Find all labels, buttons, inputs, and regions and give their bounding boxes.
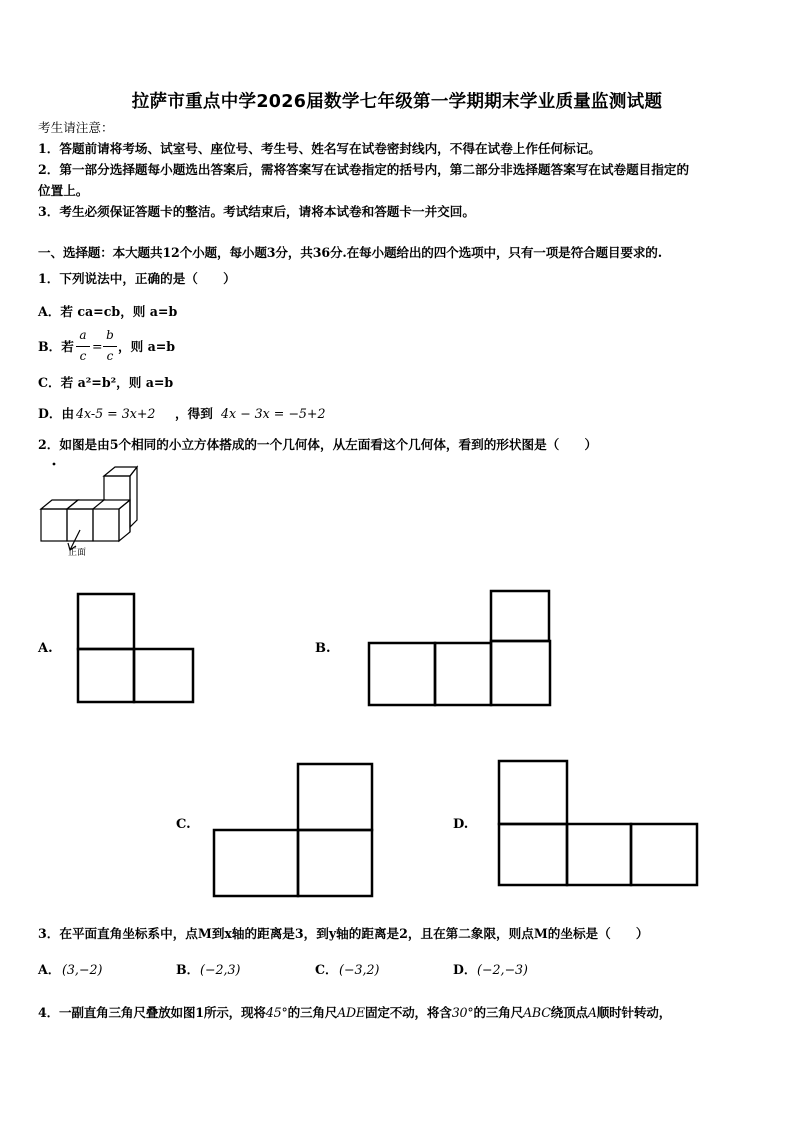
q2-a-bottom-right-square (134, 649, 193, 702)
q3-option-a-label: A． (38, 962, 61, 977)
q1-option-d-mid: ，得到 (175, 406, 213, 421)
q4-text-1: 4．一副直角三角尺叠放如图1所示，现将 (38, 1005, 266, 1020)
q4-text-3: 固定不动，将含 (364, 1005, 452, 1020)
q1-b-fraction-bar-left (76, 346, 90, 347)
q2-d-bottom-mid-square (567, 824, 631, 885)
q3-option-b-value: (−2,3) (200, 962, 241, 977)
q1-b-fraction-bar-right (103, 346, 117, 347)
notice-item-2-cont: 位置上。 (38, 183, 89, 198)
q2-option-d-label: D. (453, 817, 469, 832)
q4-stem (38, 1005, 671, 1021)
q1-b-denominator-left: c (79, 349, 87, 363)
q4-text-5: 绕顶点 (550, 1005, 588, 1020)
notice-item-1: 1．答题前请将考场、试室号、座位号、考生号、姓名写在试卷密封线内，不得在试卷上作任何标记。 (38, 141, 601, 156)
q4-deg30: 30° (451, 1005, 474, 1020)
q2-b-top-square (491, 591, 549, 641)
q4-text-2: 的三角尺 (287, 1005, 338, 1020)
notice-item-3: 3．考生必须保证答题卡的整洁。考试结束后，请将本试卷和答题卡一并交回。 (38, 204, 475, 219)
q2-c-bottom-right-square (298, 830, 372, 896)
q1-stem: 1．下列说法中，正确的是（ ） (38, 271, 236, 286)
q2-b-bottom-mid-square (435, 643, 491, 705)
q4-deg45: 45° (265, 1005, 288, 1020)
q3-option-a-value: (3,−2) (62, 962, 103, 977)
q2-option-b-label: B. (315, 641, 331, 656)
q2-option-a-label: A. (38, 641, 53, 656)
q3-stem: 3．在平面直角坐标系中，点M到x轴的距离是3，到y轴的距离是2，且在第二象限，则点M的坐标是（ ） (38, 926, 649, 941)
q3-option-d-label: D． (453, 962, 477, 977)
q2-option-c-label: C. (176, 817, 191, 832)
q1-option-b-suffix: ，则 a=b (118, 339, 176, 354)
notice-item-2: 2．第一部分选择题每小题选出答案后，需将答案写在试卷指定的括号内，第二部分非选择题答案写在试卷题目指定的 (38, 162, 690, 177)
q1-option-d-prefix: D．由 (38, 406, 75, 421)
q1-option-b-prefix: B．若 (38, 339, 74, 354)
q1-b-denominator-right: c (106, 349, 114, 363)
q2-d-top-square (499, 761, 567, 824)
q3-option-d-value: (−2,−3) (477, 962, 528, 977)
q4-text-6: 顺时针转动， (596, 1005, 672, 1020)
q1-option-a: A．若 ca=cb，则 a=b (38, 304, 178, 319)
q4-text-4: 的三角尺 (473, 1005, 524, 1020)
q2-a-top-square (78, 594, 134, 649)
q3-option-c-label: C． (315, 962, 338, 977)
q3-option-b-label: B． (176, 962, 200, 977)
section-heading: 一、选择题：本大题共12个小题，每小题3分，共36分.在每小题给出的四个选项中，只有一项是符合题目要求的. (38, 245, 662, 260)
q2-a-bottom-left-square (78, 649, 134, 702)
q2-stem: 2．如图是由5个相同的小立方体搭成的一个几何体，从左面看这个几何体，看到的形状图是（ ） (38, 437, 598, 452)
q4-ade: ADE (337, 1005, 365, 1020)
q2-b-bottom-right-square (491, 641, 550, 705)
page-title: 拉萨市重点中学2026届数学七年级第一学期期末学业质量监测试题 (131, 92, 663, 112)
q4-abc: ABC (523, 1005, 551, 1020)
q1-b-numerator-left: a (79, 328, 87, 342)
q2-front-label: 正面 (68, 548, 87, 558)
q4-point-a: A (587, 1005, 597, 1020)
q2-d-bottom-right-square (631, 824, 697, 885)
q1-b-equals: = (92, 339, 103, 354)
q3-option-c-value: (−3,2) (339, 962, 380, 977)
q1-option-d-expr2: 4x − 3x = −5+2 (221, 406, 326, 421)
q2-d-bottom-left-square (499, 824, 567, 885)
q2-b-bottom-left-square (369, 643, 435, 705)
q1-option-d-expr1: 4x-5 = 3x+2 (76, 406, 156, 421)
q2-c-bottom-left-square (214, 830, 298, 896)
q2-c-top-square (298, 764, 372, 830)
q1-b-numerator-right: b (106, 328, 114, 342)
notice-heading: 考生请注意： (38, 120, 114, 135)
q1-option-c: C．若 a²=b²，则 a=b (38, 375, 174, 390)
